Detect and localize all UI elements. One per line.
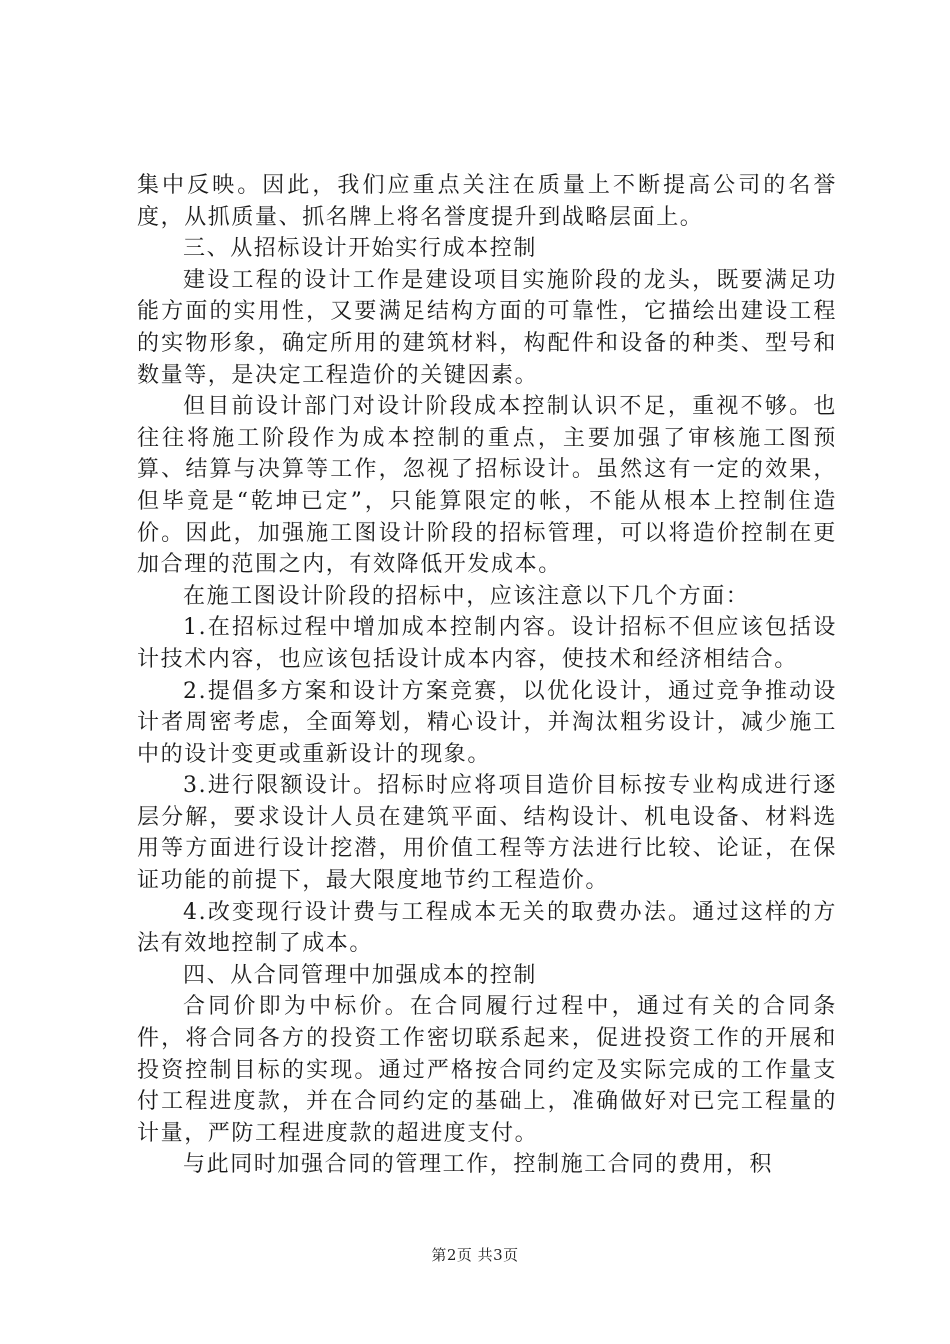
list-item-2: 2.提倡多方案和设计方案竞赛，以优化设计，通过竞争推动设计者周密考虑，全面筹划，精心设计，并淘汰粗劣设计，减少施工中的设计变更或重新设计的现象。 [137, 678, 837, 767]
paragraph: 与此同时加强合同的管理工作，控制施工合同的费用，积 [183, 1152, 774, 1178]
paragraph: 建设工程的设计工作是建设项目实施阶段的龙头，既要满足功能方面的实用性，又要满足结构方面的可靠性，它描绘出建设工程的实物形象，确定所用的建筑材料，构配件和设备的种类、型号和数量等，是决定工程造价的关键因素。 [137, 267, 837, 388]
section-heading-four: 四、从合同管理中加强成本的控制 [183, 962, 538, 988]
list-item-4: 4.改变现行设计费与工程成本无关的取费办法。通过这样的方法有效地控制了成本。 [137, 899, 837, 957]
paragraph-continuation: 集中反映。因此，我们应重点关注在质量上不断提高公司的名誉度，从抓质量、抓名牌上将名誉度提升到战略层面上。 [137, 173, 837, 230]
paragraph: 在施工图设计阶段的招标中，应该注意以下几个方面： [183, 583, 750, 609]
document-body [137, 170, 837, 1181]
section-heading-three: 三、从招标设计开始实行成本控制 [183, 236, 538, 262]
paragraph: 但目前设计部门对设计阶段成本控制认识不足，重视不够。也往往将施工阶段作为成本控制的重点，主要加强了审核施工图预算、结算与决算等工作，忽视了招标设计。虽然这有一定的效果，但毕竟是“乾坤已定”，只能算限定的帐，不能从根本上控制住造价。因此，加强施工图设计阶段的招标管理，可以将造价控制在更加合理的范围之内，有效降低开发成本。 [137, 394, 837, 578]
list-item-1: 1.在招标过程中增加成本控制内容。设计招标不但应该包括设计技术内容，也应该包括设计成本内容，使技术和经济相结合。 [137, 615, 837, 672]
list-item-3: 3.进行限额设计。招标时应将项目造价目标按专业构成进行逐层分解，要求设计人员在建筑平面、结构设计、机电设备、材料选用等方面进行设计挖潜，用价值工程等方法进行比较、论证，在保证功能的前提下，最大限度地节约工程造价。 [137, 773, 837, 894]
paragraph: 合同价即为中标价。在合同履行过程中，通过有关的合同条件，将合同各方的投资工作密切联系起来，促进投资工作的开展和投资控制目标的实现。通过严格按合同约定及实际完成的工作量支付工程进度款，并在合同约定的基础上，准确做好对已完工程量的计量，严防工程进度款的超进度支付。 [137, 994, 837, 1146]
page-footer: 第2页 共3页 [431, 1246, 519, 1264]
